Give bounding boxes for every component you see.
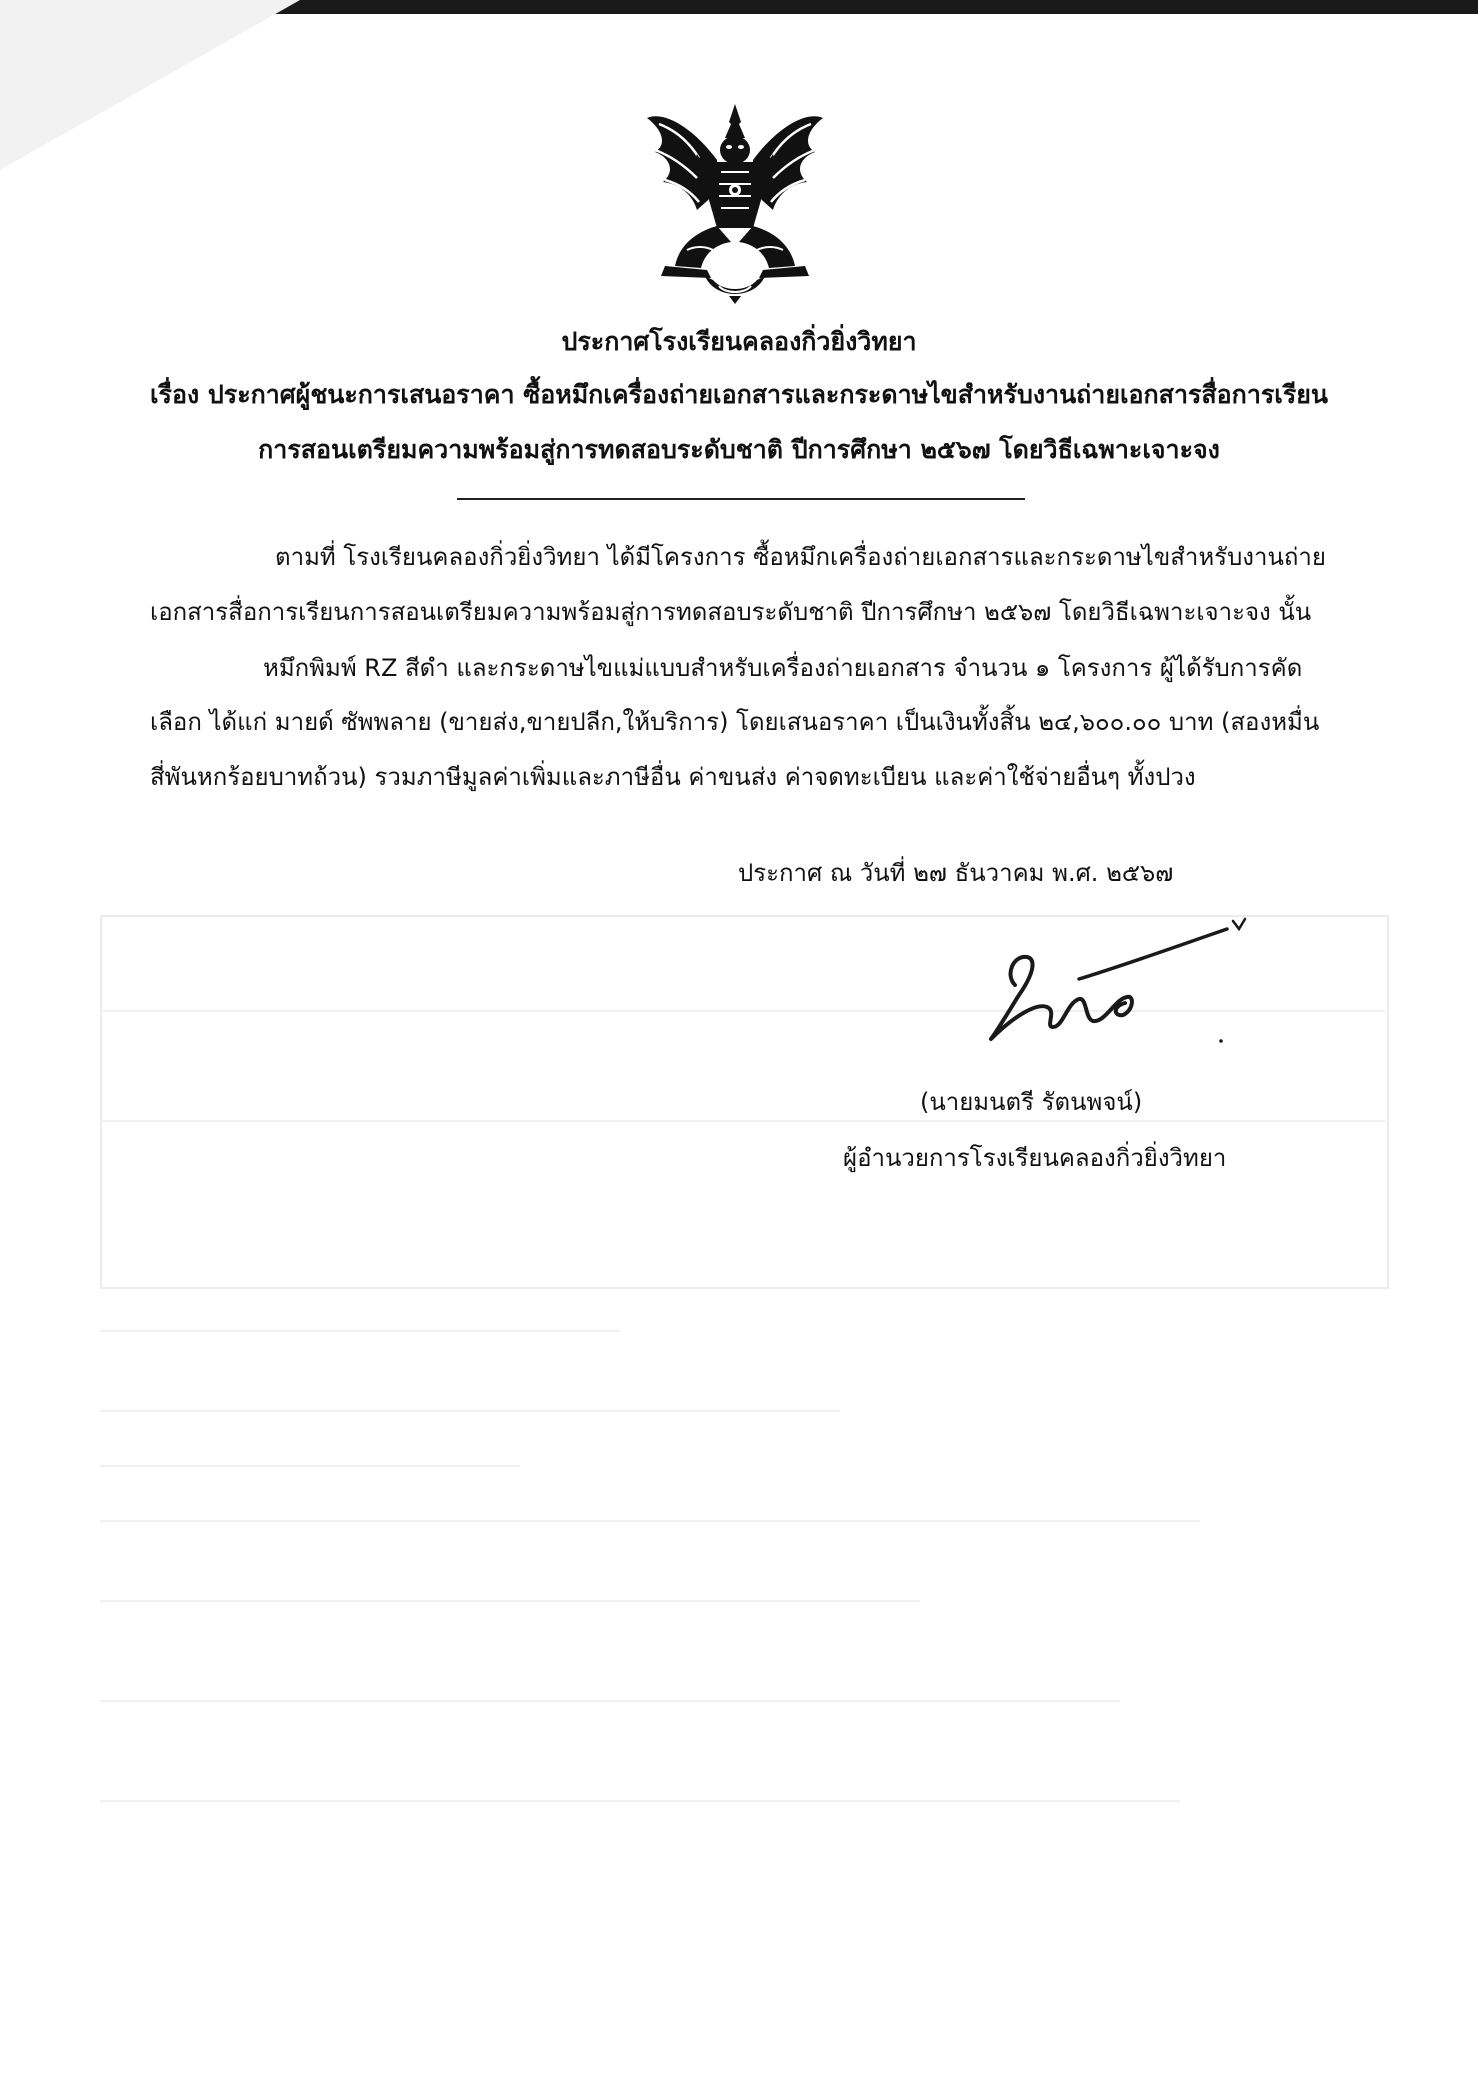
body-line-5: สี่พันหกร้อยบาทถ้วน) รวมภาษีมูลค่าเพิ่มและภาษีอื่น ค่าขนส่ง ค่าจดทะเบียน และค่าใช้จ่ายอื่นๆ ทั้งปวง [150, 763, 1196, 791]
bleed-through-line [100, 1520, 1200, 1522]
body-line-3: หมึกพิมพ์ RZ สีดำ และกระดาษไขแม่แบบสำหรับเครื่องถ่ายเอกสาร จำนวน ๑ โครงการ ผู้ได้รับการคัด [263, 654, 1303, 682]
bleed-through-line [100, 1465, 520, 1467]
heading-divider [457, 498, 1025, 500]
body-line-2: เอกสารสื่อการเรียนการสอนเตรียมความพร้อมสู่การทดสอบระดับชาติ ปีการศึกษา ๒๕๖๗ โดยวิธีเฉพาะเจาะจง นั้น [150, 598, 1312, 626]
body-line-4: เลือก ได้แก่ มายด์ ซัพพลาย (ขายส่ง,ขายปลีก,ให้บริการ) โดยเสนอราคา เป็นเงินทั้งสิ้น ๒๔,๖๐๐.๐๐ บาท (สองหมื่น [150, 708, 1320, 736]
body-line-1: ตามที่ โรงเรียนคลองกิ่วยิ่งวิทยา ได้มีโครงการ ซื้อหมึกเครื่องถ่ายเอกสารและกระดาษไขสำหรับงานถ่าย [275, 543, 1326, 571]
subject-line-1: เรื่อง ประกาศผู้ชนะการเสนอราคา ซื้อหมึกเครื่องถ่ายเอกสารและกระดาษไขสำหรับงานถ่ายเอกสารสื่อการเรียน [150, 380, 1328, 409]
announcement-date: ประกาศ ณ วันที่ ๒๗ ธันวาคม พ.ศ. ๒๕๖๗ [738, 859, 1174, 887]
folded-corner [0, 0, 300, 170]
bleed-through-line [100, 1120, 1385, 1122]
signatory-name: (นายมนตรี รัตนพจน์) [920, 1088, 1143, 1116]
bleed-through-line [100, 1410, 840, 1412]
signatory-position: ผู้อำนวยการโรงเรียนคลองกิ่วยิ่งวิทยา [843, 1144, 1227, 1172]
announcement-title: ประกาศโรงเรียนคลองกิ่วยิ่งวิทยา [561, 327, 917, 356]
bleed-through-line [100, 1700, 1120, 1702]
bleed-through-line [100, 1600, 920, 1602]
garuda-emblem-icon [635, 100, 835, 305]
subject-line-2: การสอนเตรียมความพร้อมสู่การทดสอบระดับชาติ ปีการศึกษา ๒๕๖๗ โดยวิธีเฉพาะเจาะจง [258, 435, 1220, 464]
bleed-through-line [100, 1330, 620, 1332]
bleed-through-line [100, 1800, 1180, 1802]
handwritten-signature-icon [975, 915, 1255, 1055]
